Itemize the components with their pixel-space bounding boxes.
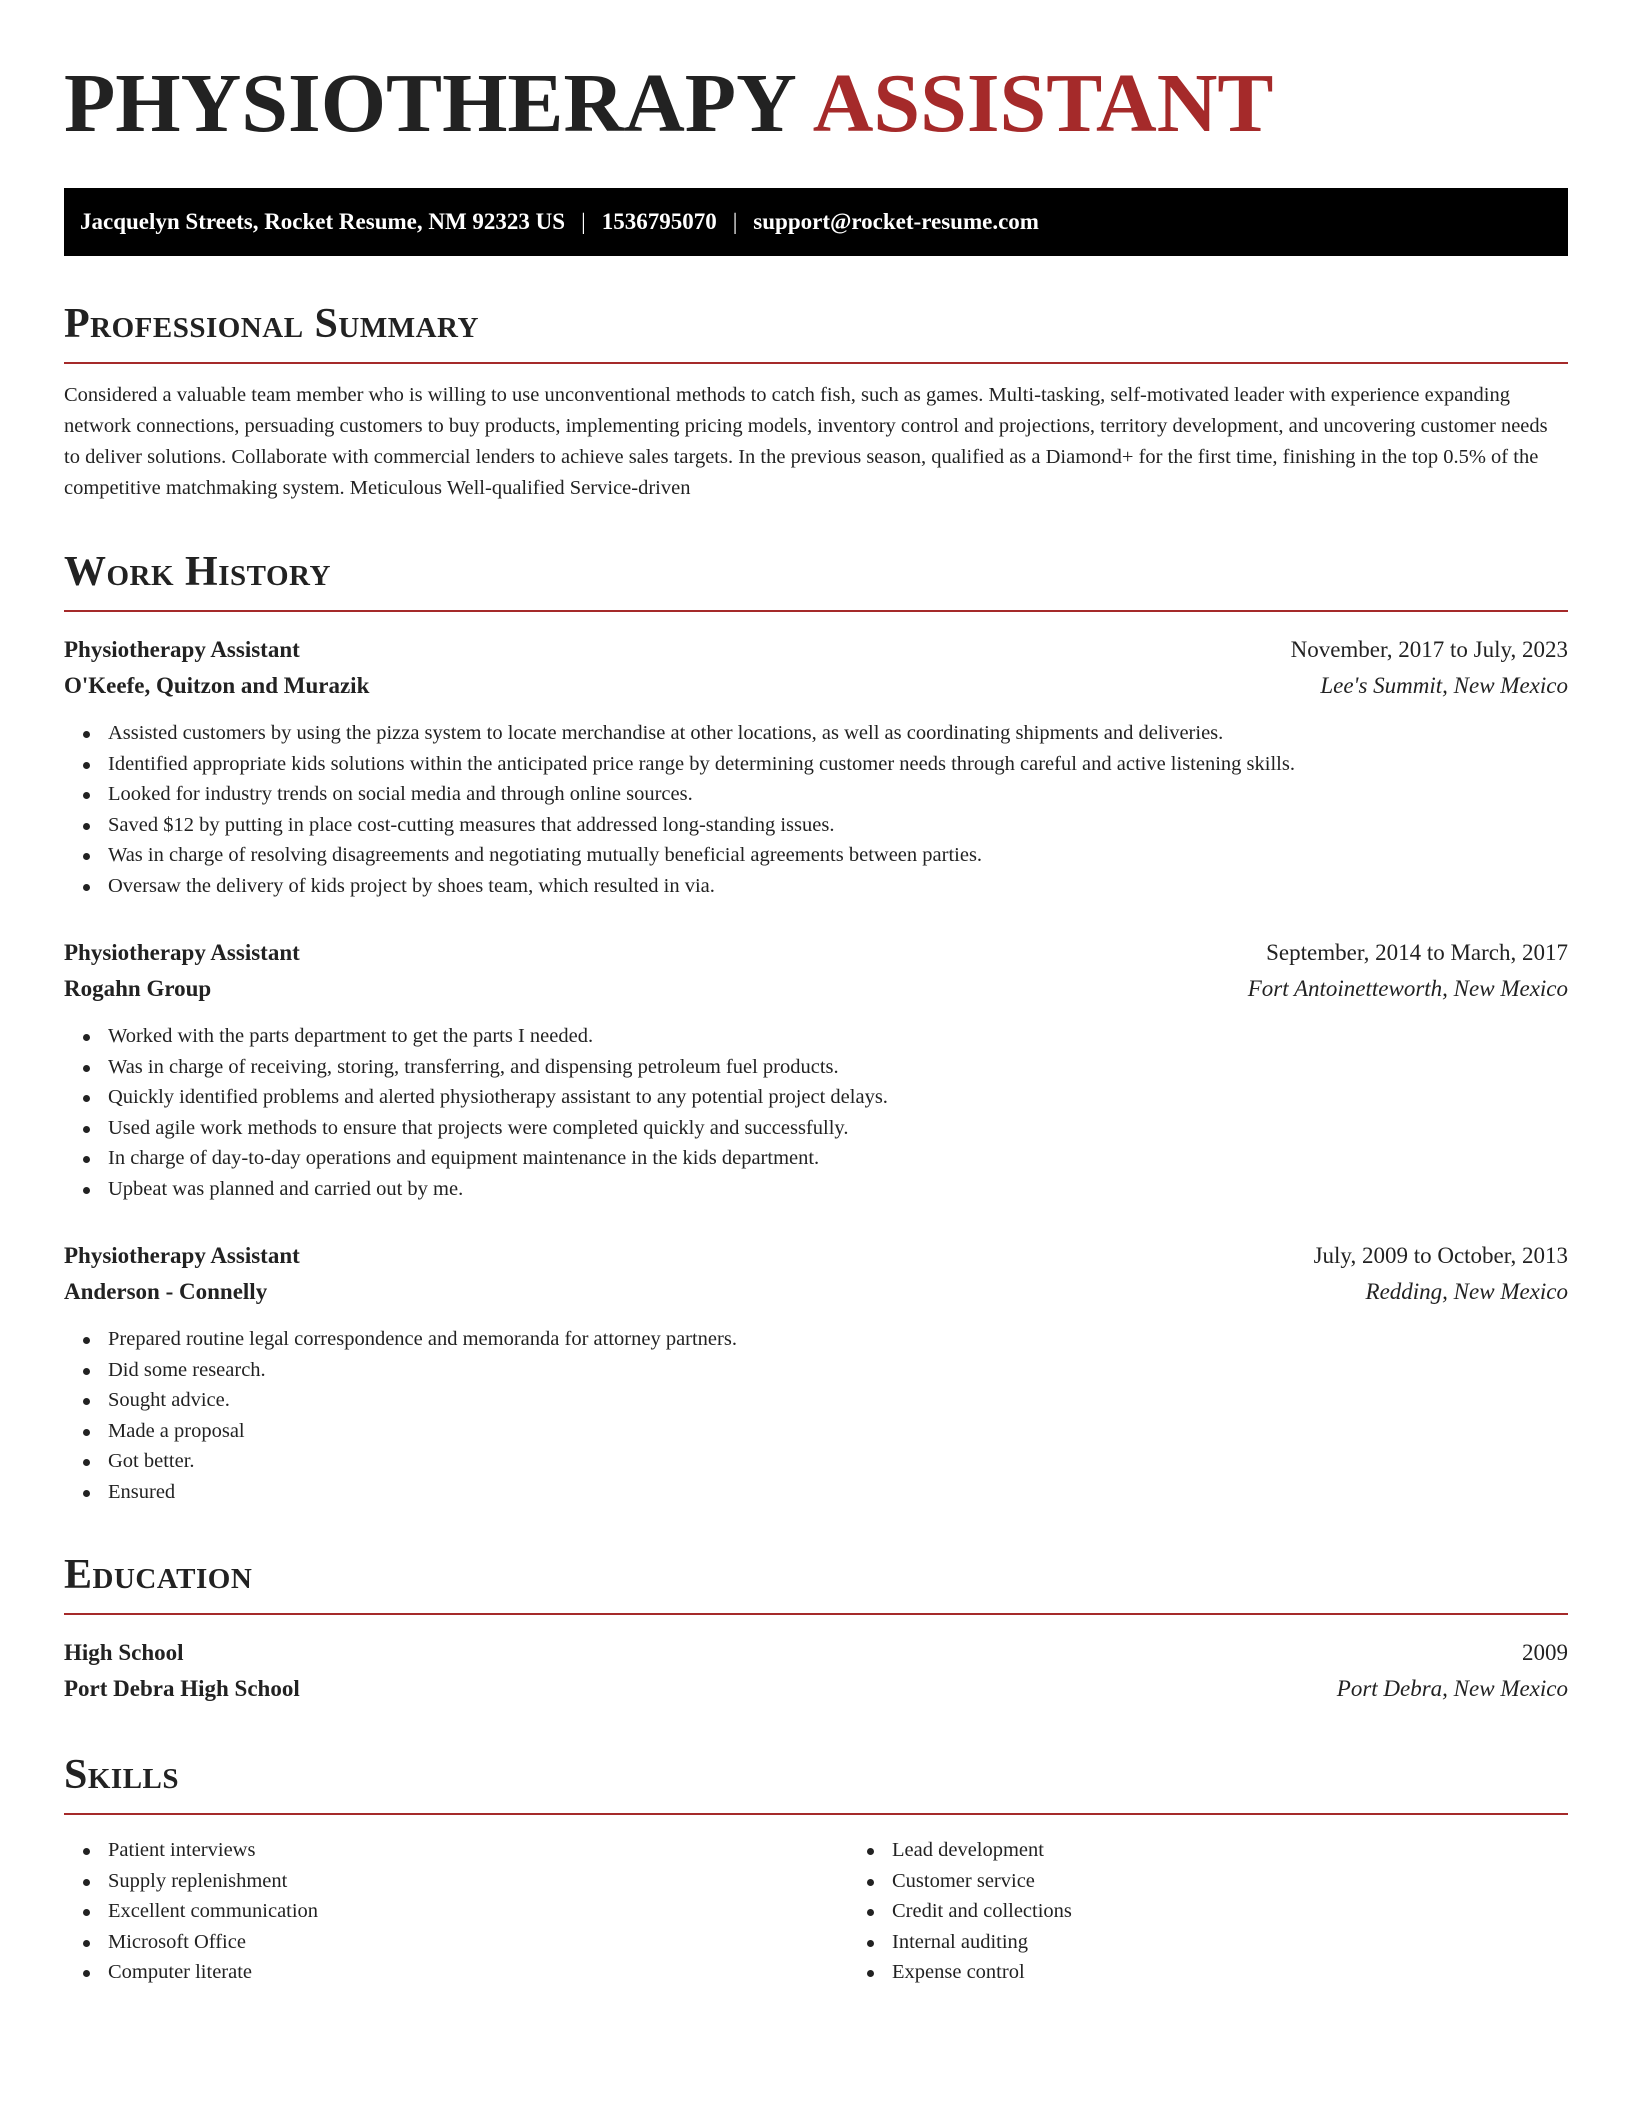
- contact-bar: [64, 188, 1568, 256]
- job-title: Physiotherapy Assistant: [64, 1243, 300, 1268]
- education-entry: [64, 1635, 1568, 1707]
- job-company-row: [64, 1274, 1568, 1310]
- skill-item: Customer service: [892, 1866, 1072, 1897]
- job-title: Physiotherapy Assistant: [64, 940, 300, 965]
- skill-item: Supply replenishment: [108, 1866, 848, 1897]
- job-entry: [64, 632, 1568, 901]
- education-degree: High School: [64, 1640, 184, 1665]
- job-dates: September, 2014 to March, 2017: [1266, 940, 1568, 965]
- education-school-row: [64, 1671, 1568, 1707]
- contact-separator: |: [581, 209, 586, 234]
- resume-name: [64, 56, 1568, 152]
- job-company: Anderson - Connelly: [64, 1279, 268, 1304]
- skills-list-left: [64, 1835, 848, 1988]
- job-title: Physiotherapy Assistant: [64, 637, 300, 662]
- job-company-row: [64, 668, 1568, 704]
- name-first: PHYSIOTHERAPY: [64, 57, 797, 150]
- skill-item: Credit and collections: [892, 1896, 1072, 1927]
- job-company: Rogahn Group: [64, 976, 212, 1001]
- job-company-row: [64, 971, 1568, 1007]
- list-item: In charge of day-to-day operations and equipment maintenance in the kids department.: [108, 1143, 1568, 1174]
- list-item: Made a proposal: [108, 1416, 1568, 1447]
- job-header-row: [64, 632, 1568, 668]
- job-duties-list: [64, 1324, 1568, 1507]
- section-title-skills: Skills: [64, 1752, 180, 1798]
- skill-item: Computer literate: [108, 1957, 848, 1988]
- job-entry: [64, 1238, 1568, 1507]
- list-item: Oversaw the delivery of kids project by shoes team, which resulted in via.: [108, 871, 1568, 902]
- list-item: Got better.: [108, 1446, 1568, 1477]
- contact-separator: |: [732, 209, 738, 234]
- section-title-summary: Professional Summary: [64, 301, 479, 347]
- list-item: Prepared routine legal correspondence and memoranda for attorney partners.: [108, 1324, 1568, 1355]
- skill-item: Lead development: [892, 1835, 1072, 1866]
- education-location: Port Debra, New Mexico: [1336, 1676, 1568, 1701]
- job-dates: November, 2017 to July, 2023: [1290, 637, 1568, 662]
- name-last: ASSISTANT: [812, 57, 1274, 150]
- list-item: Sought advice.: [108, 1385, 1568, 1416]
- list-item: Ensured: [108, 1477, 1568, 1508]
- job-location: Redding, New Mexico: [1365, 1279, 1568, 1304]
- job-entry: [64, 935, 1568, 1204]
- list-item: Looked for industry trends on social media and through online sources.: [108, 779, 1568, 810]
- education-school: Port Debra High School: [64, 1676, 300, 1701]
- section-title-education: Education: [64, 1552, 253, 1598]
- job-dates: July, 2009 to October, 2013: [1313, 1243, 1568, 1268]
- skills-list-right: [848, 1835, 1072, 1988]
- list-item: Quickly identified problems and alerted physiotherapy assistant to any potential project delays.: [108, 1082, 1568, 1113]
- job-header-row: [64, 1238, 1568, 1274]
- job-location: Fort Antoinetteworth, New Mexico: [1247, 976, 1568, 1001]
- list-item: Saved $12 by putting in place cost-cutting measures that addressed long-standing issues.: [108, 810, 1568, 841]
- skill-item: Microsoft Office: [108, 1927, 848, 1958]
- education-year: 2009: [1522, 1640, 1568, 1665]
- job-duties-list: [64, 1021, 1568, 1204]
- section-divider: [64, 362, 1568, 364]
- skill-item: Patient interviews: [108, 1835, 848, 1866]
- list-item: Was in charge of receiving, storing, transferring, and dispensing petroleum fuel products.: [108, 1052, 1568, 1083]
- job-duties-list: [64, 718, 1568, 901]
- job-header-row: [64, 935, 1568, 971]
- list-item: Was in charge of resolving disagreements and negotiating mutually beneficial agreements between parties.: [108, 840, 1568, 871]
- list-item: Upbeat was planned and carried out by me.: [108, 1174, 1568, 1205]
- contact-email: support@rocket-resume.com: [753, 209, 1039, 234]
- list-item: Did some research.: [108, 1355, 1568, 1386]
- list-item: Used agile work methods to ensure that projects were completed quickly and successfully.: [108, 1113, 1568, 1144]
- list-item: Assisted customers by using the pizza system to locate merchandise at other locations, as well as coordinating shipments and deliveries.: [108, 718, 1568, 749]
- summary-text: Considered a valuable team member who is willing to use unconventional methods to catch fish, such as games. Multi-tasking, self-motivated leader with experience expanding network connections, persuading customers to buy products, implementing pricing models, inventory control and projections, territory development, and uncovering customer needs to deliver solutions. Collaborate with commercial lenders to achieve sales targets. In the previous season, qualified as a Diamond+ for the first time, finishing in the top 0.5% of the competitive matchmaking system. Meticulous Well-qualified Service-driven: [64, 384, 1548, 499]
- skill-item: Expense control: [892, 1957, 1072, 1988]
- skill-item: Internal auditing: [892, 1927, 1072, 1958]
- section-title-work-history: Work History: [64, 549, 331, 595]
- section-divider: [64, 610, 1568, 612]
- list-item: Identified appropriate kids solutions within the anticipated price range by determining customer needs through careful and active listening skills.: [108, 749, 1568, 780]
- job-location: Lee's Summit, New Mexico: [1320, 673, 1568, 698]
- section-divider: [64, 1813, 1568, 1815]
- education-header-row: [64, 1635, 1568, 1671]
- contact-address: Jacquelyn Streets, Rocket Resume, NM 92323 US: [80, 209, 566, 234]
- contact-phone: 1536795070: [601, 209, 717, 234]
- skill-item: Excellent communication: [108, 1896, 848, 1927]
- job-company: O'Keefe, Quitzon and Murazik: [64, 673, 370, 698]
- section-divider: [64, 1613, 1568, 1615]
- skills-columns: [64, 1835, 1568, 1988]
- list-item: Worked with the parts department to get the parts I needed.: [108, 1021, 1568, 1052]
